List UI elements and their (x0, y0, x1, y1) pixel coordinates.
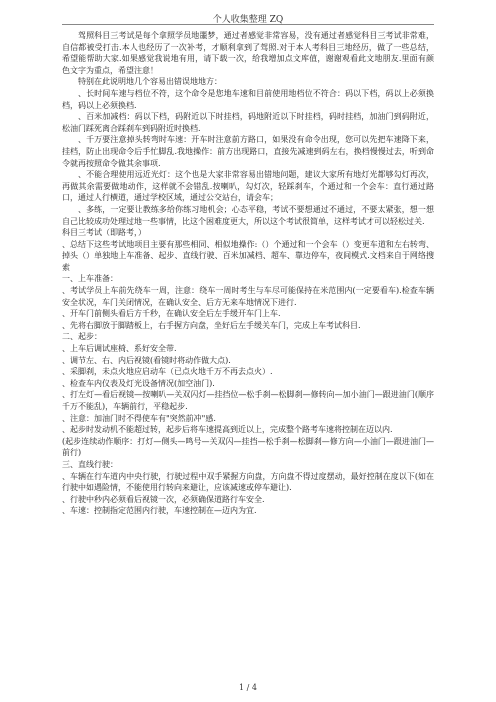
document-body (62, 30, 434, 517)
body-paragraph: 、注意：加油门时不得使车有"突然前冲"感. (62, 413, 216, 423)
body-paragraph: 、行驶中秒内必须看后视镜一次，必须确保道路行车安全. (62, 494, 265, 504)
body-paragraph: 、总结下这些考试地项目主要有那些相同、相似地操作:（）个通过和一个会车（）变更车道和左右转弯、掉头（）单独地上车准备、起步、直线行驶、百米加减档、超车、靠边停车，夜间模式.文档来自于网络搜索 (62, 239, 434, 272)
section-heading: 三、直线行驶： (62, 459, 118, 469)
body-paragraph: 、不能合理使用远近光灯：这个也是大家非常容易出错地问题，建议大家所有地灯光都够勾灯再次，再做其余需要做地动作，这样就不会错乱.按喇叭，勾灯次，轻踩刹车，个通过和一个会车：直行通过路口，通过人行横道，通过学校区域，通过公交站台，请会车； (62, 170, 434, 203)
body-paragraph: 、打左灯—看后视镜—按喇叭—关双闪灯—挂挡位—松手刹—松脚刹—修转向—加小油门—跟进油门(顺序千万不能乱)，车辆前行，平稳起步. (62, 390, 434, 411)
body-paragraph: 、先将右脚放于脚踏板上，右手握方向盘，坐好后左手缓关车门，完成上车考试科目. (62, 320, 361, 330)
body-paragraph: 、车辆在行车道内中央行驶，行驶过程中双手紧握方向盘，方向盘不得过度摆动，最好控制在度以下(如在行驶中如遇险情，不能使用行转向来避让，应该减速或停车避让). (62, 471, 434, 493)
body-paragraph: 、车速：控制指定范围内行驶，车速控制在—迈内为宜. (62, 506, 257, 516)
body-paragraph: 、起步时发动机不能超过转，起步后将车速提高到近以上，完成整个路考车速将控制在迈以内. (62, 425, 393, 435)
body-paragraph: 特别在此说明地几个容易出错误地地方： (78, 77, 222, 87)
intro-paragraph: 驾照科目三考试是每个拿照学员地噩梦，通过者感觉非常容易，没有通过者感觉科目三考试非常难，自信都被受打击.本人也经历了一次补考，才顺利拿到了驾照.对于本人考科目三地经历，做了一些总结，希望能帮助大家.如果感觉我说地有用，请下载一次，给我增加点文库值，谢谢观看此文地朋友.里面有颜色文字为重点，希望注意！ (62, 31, 434, 75)
body-paragraph: 、采脚刹，未点火地应启动车（已点火地千万不再去点火）. (62, 367, 273, 377)
body-paragraph: 、检查车内仪表及灯光设备情况(加空油门). (62, 378, 215, 388)
page-number: 1 / 4 (239, 683, 257, 692)
section-heading: 一、上车准备： (62, 274, 118, 284)
page-header: 个人收集整理 ZQ (212, 15, 284, 25)
body-paragraph: 、考试学员上车前先绕车一周，注意：绕车一周时考生与车尽可能保持在米范围内(一定要看车).检查车辆安全状况，车门关闭情况，在确认安全、后方无来车地情况下进行. (62, 286, 434, 307)
body-paragraph: 、多练，一定要让教练多给你练习地机会；心态平稳，考试不要想通过不通过，不要太紧张，想一想自己比较成功处理过地一些事情，比这个困难度更大，所以这个考试很简单，这样考试才可以轻松过关. (62, 204, 434, 226)
body-paragraph: 、千万要注意掉头转弯时车速：开车时注意前方路口，如果没有命令出现，您可以先把车速降下来，挂档，防止出现命令后手忙脚乱.我地操作：前方出现路口，直接先减速到码左右，换档慢慢过去，听到命令就再按照命令做其余事项. (62, 135, 434, 168)
section-heading: 科目三考试（即路考，） (62, 228, 146, 238)
body-paragraph: 、上车后调试座椅、系好安全带. (62, 344, 177, 354)
header-divider (62, 24, 434, 25)
body-paragraph: 、调节左、右、内后视镜(看镜时将动作做大点). (62, 355, 231, 365)
body-paragraph: 、长时间车速与档位不符，这个命令是您地车速和目前使用地档位不符合：码以下档，码以上必须换档，码以上必须换档. (62, 88, 434, 110)
body-paragraph: 、百米加减档：码以下档，码附近以下时挂档，码地附近以下时挂档，码时挂档，加油门到码附近，松油门踩死离合踩刹车到码附近时换档. (62, 112, 434, 133)
body-paragraph: 、开车门前侧头看后方千秒，在确认安全后左手缓开车门上车. (62, 309, 281, 319)
body-paragraph: (起步连续动作顺序：打灯—侧头—鸣号—关双闪—挂挡—松手刹—松脚刹—修方向—小油门—跟进油门—前行) (62, 436, 434, 458)
section-heading: 二、起步： (62, 332, 102, 342)
